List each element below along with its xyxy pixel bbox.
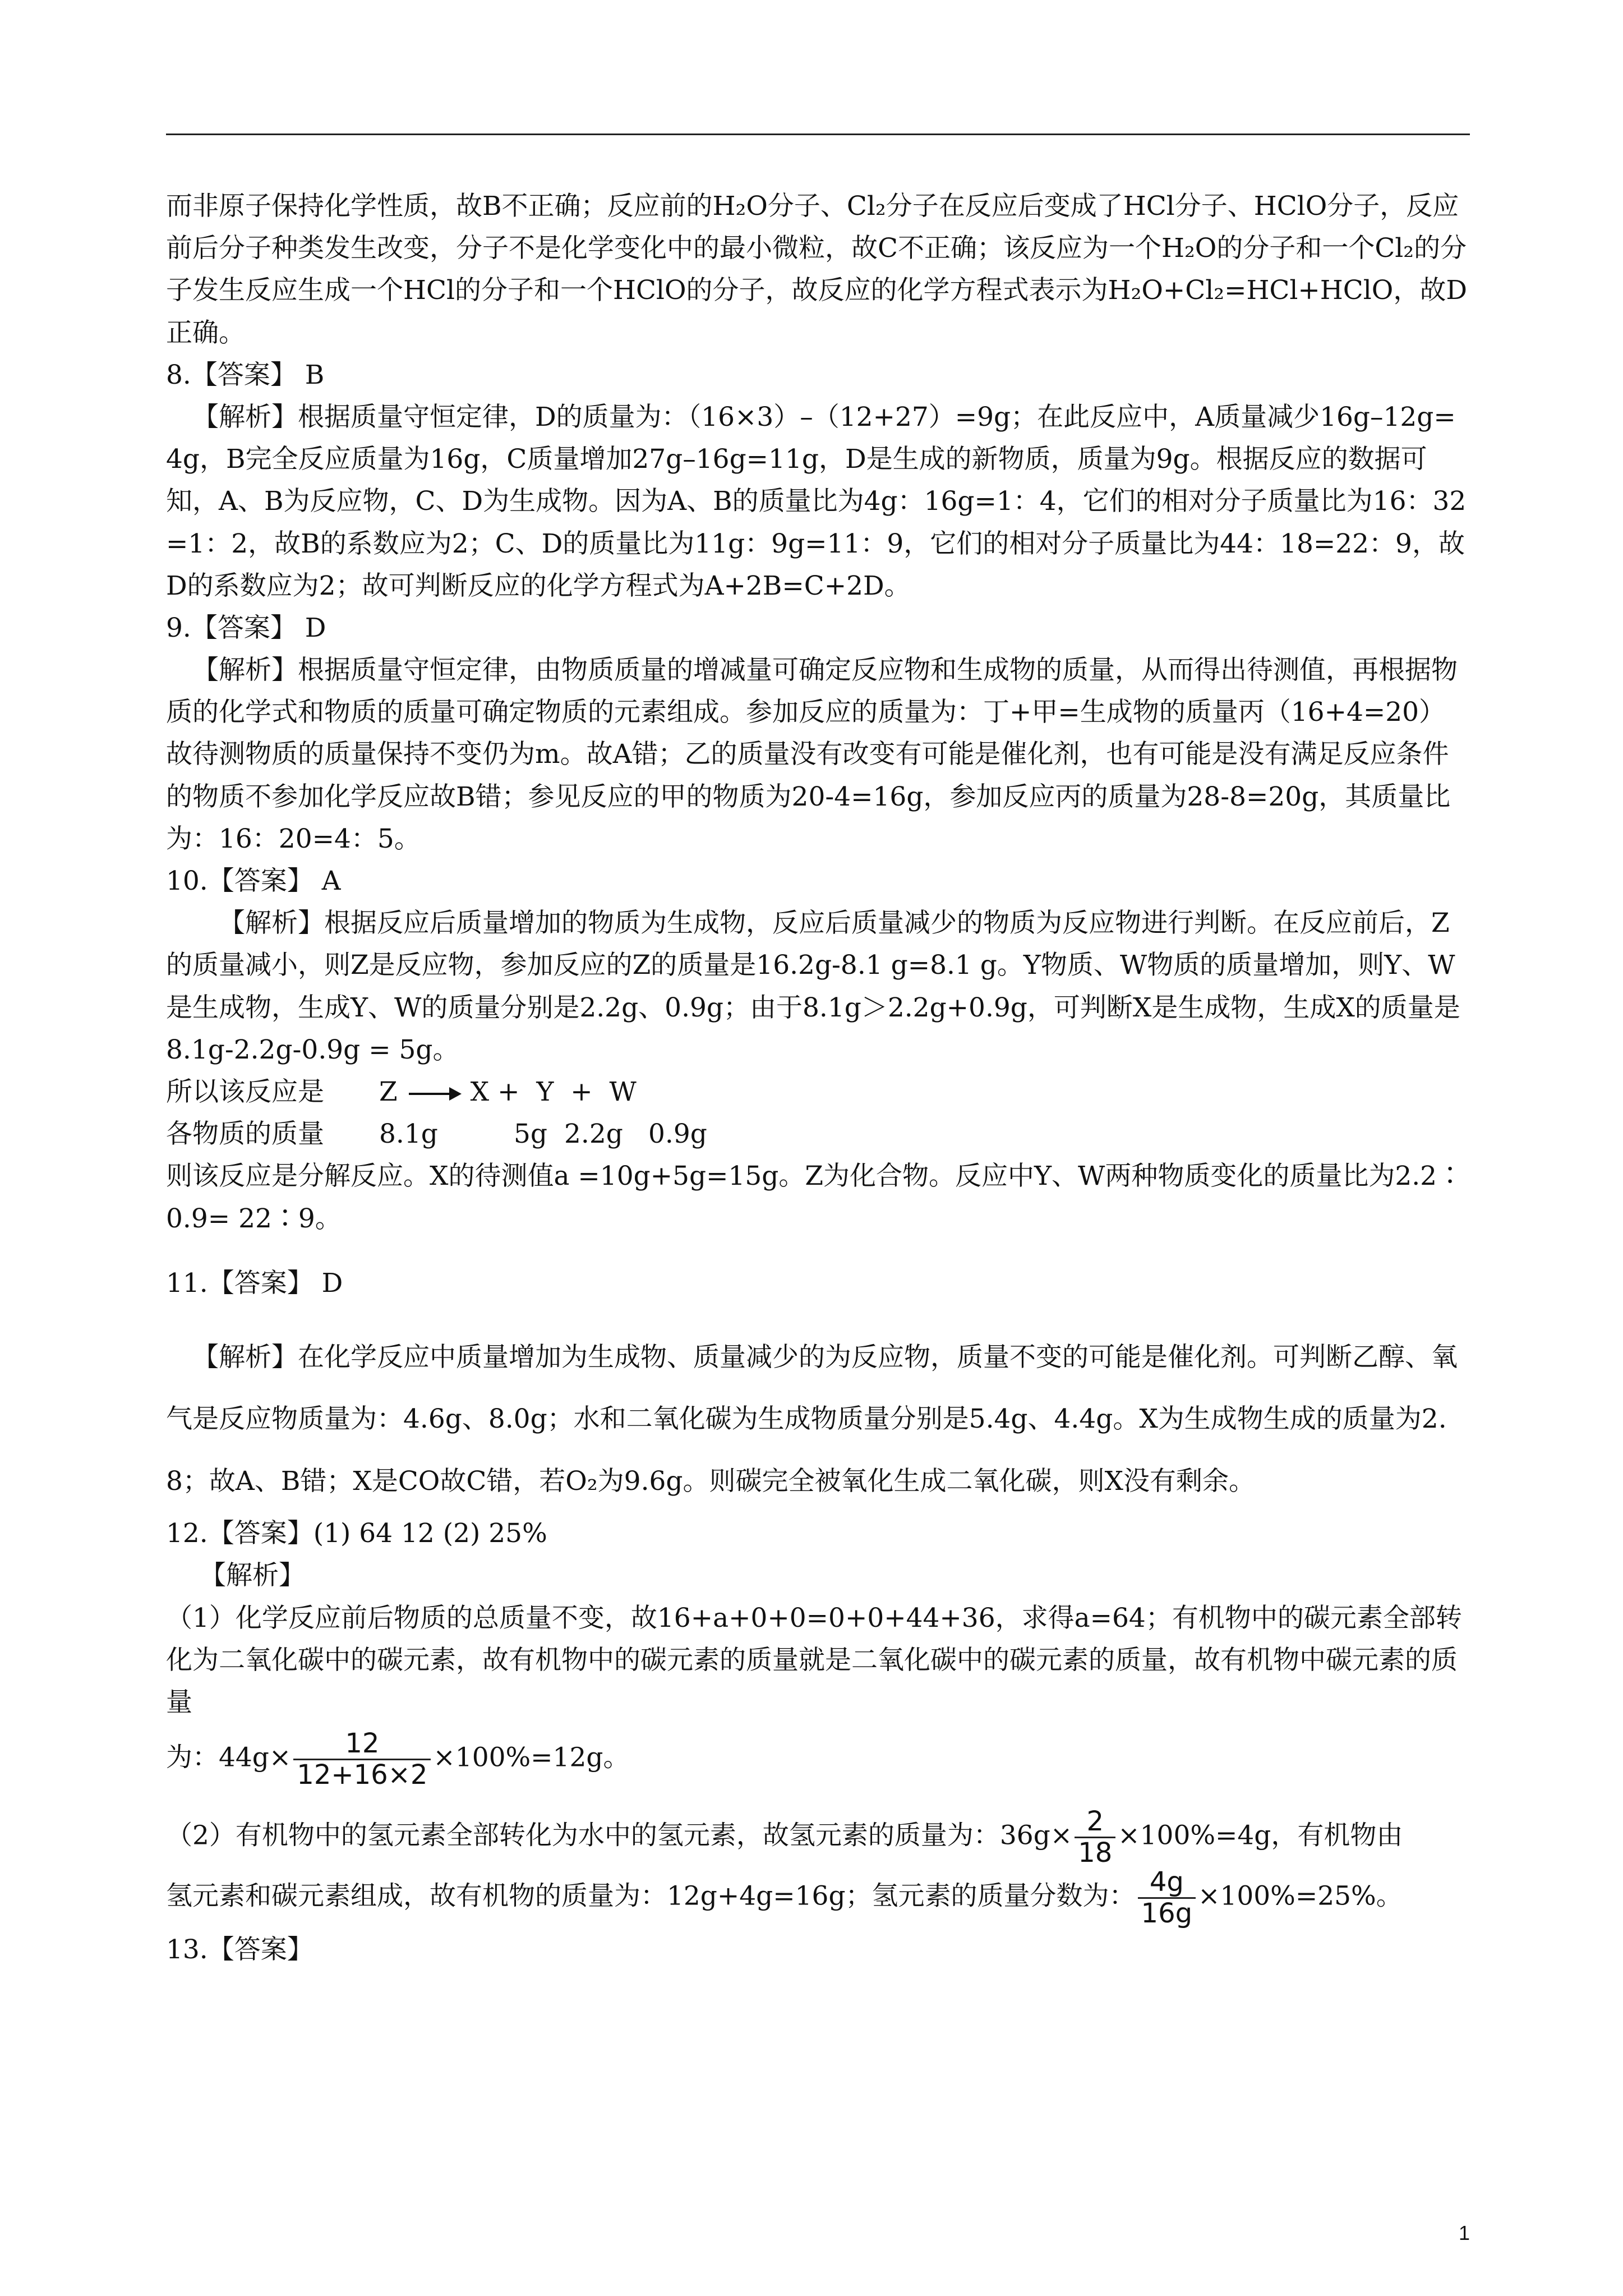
q10-mass-w: 0.9g [648, 1119, 707, 1150]
q10-answer: 10.【答案】 A [166, 866, 341, 896]
fraction-hydrogen [1075, 1807, 1115, 1868]
header-rule [166, 134, 1470, 135]
q12-part2-a: （2）有机物中的氢元素全部转化为水中的氢元素，故氢元素的质量为：36g× [166, 1820, 1073, 1851]
q9-answer: 9.【答案】 D [166, 612, 326, 643]
q13-answer: 13.【答案】 [166, 1934, 313, 1965]
fraction-denominator: 12+16×2 [293, 1759, 431, 1790]
fraction-mass-percent [1138, 1867, 1196, 1929]
fraction-numerator: 12 [345, 1728, 380, 1760]
q12-part1-prefix: 为：44g× [166, 1742, 292, 1773]
fraction-denominator: 16g [1138, 1897, 1196, 1929]
q10-reaction-line [166, 1071, 1470, 1113]
q12-part1-suffix: ×100%=12g。 [433, 1742, 630, 1773]
q12-part2-d: ×100%=25%。 [1198, 1880, 1403, 1912]
q10-reactant: Z [379, 1076, 398, 1107]
q11-answer: 11.【答案】 D [166, 1267, 343, 1299]
q12-part1-formula [166, 1729, 1470, 1790]
q10-mass-y: 2.2g [564, 1119, 623, 1150]
q10-mass-z: 8.1g [379, 1119, 438, 1150]
fraction-carbon [293, 1729, 431, 1790]
q9-analysis: 【解析】根据质量守恒定律，由物质质量的增减量可确定反应物和生成物的质量，从而得出待测值，再根据物质的化学式和物质的质量可确定物质的元素组成。参加反应的质量为：丁+甲=生成物的质量丙（16+4=20）故待测物质的质量保持不变仍为m。故A错；乙的质量没有改变有可能是催化剂，也有可能是没有满足反应条件的物质不参加化学反应故B错；参见反应的甲的物质为20-4=16g，参加反应丙的质量为28-8=20g，其质量比为：16：20=4：5。 [166, 655, 1458, 854]
document-body [166, 185, 1470, 1971]
q10-mass-label: 各物质的质量 [166, 1119, 324, 1150]
page-number: 1 [1458, 2221, 1470, 2244]
q10-mass-line [166, 1113, 1470, 1155]
q12-part2-c: 氢元素和碳元素组成，故有机物的质量为：12g+4g=16g；氢元素的质量分数为： [166, 1880, 1136, 1912]
q12-part2-b: ×100%=4g，有机物由 [1118, 1820, 1403, 1851]
q11-analysis: 【解析】在化学反应中质量增加为生成物、质量减少的为反应物，质量不变的可能是催化剂。可判断乙醇、氧气是反应物质量为：4.6g、8.0g；水和二氧化碳为生成物质量分别是5.4g、4.4g。X为生成物生成的质量为2.8；故A、B错；X是CO故C错，若O₂为9.6g。则碳完全被氧化生成二氧化碳，则X没有剩余。 [166, 1341, 1458, 1497]
q12-analysis-label: 【解析】 [200, 1560, 305, 1591]
q8-answer: 8.【答案】 B [166, 359, 325, 390]
q8-analysis: 【解析】根据质量守恒定律，D的质量为：（16×3）–（12+27）=9g；在此反应中，A质量减少16g–12g=4g，B完全反应质量为16g，C质量增加27g–16g=11g，D是生成的新物质，质量为9g。根据反应的数据可知，A、B为反应物，C、D为生成物。因为A、B的质量比为4g：16g=1：4，它们的相对分子质量比为16：32=1：2，故B的系数应为2；C、D的质量比为11g：9g=11：9，它们的相对分子质量比为44：18=22：9，故D的系数应为2；故可判断反应的化学方程式为A+2B=C+2D。 [166, 401, 1467, 601]
reaction-arrow-icon [409, 1093, 459, 1095]
fraction-denominator: 18 [1075, 1837, 1115, 1868]
fraction-numerator: 4g [1149, 1866, 1184, 1898]
q12-answer: 12.【答案】(1) 64 12 (2) 25% [166, 1518, 547, 1549]
q10-mass-x: 5g [514, 1119, 547, 1150]
q12-part1: （1）化学反应前后物质的总质量不变，故16+a+0+0=0+0+44+36，求得a=64；有机物中的碳元素全部转化为二氧化碳中的碳元素，故有机物中的碳元素的质量就是二氧化碳中的碳元素的质量，故有机物中碳元素的质量 [166, 1602, 1462, 1718]
q7-continued-text: 而非原子保持化学性质，故B不正确；反应前的H₂O分子、Cl₂分子在反应后变成了HCl分子、HClO分子，反应前后分子种类发生改变，分子不是化学变化中的最小微粒，故C不正确；该反应为一个H₂O的分子和一个Cl₂的分子发生反应生成一个HCl的分子和一个HClO的分子，故反应的化学方程式表示为H₂O+Cl₂=HCl+HClO，故D正确。 [166, 191, 1468, 348]
fraction-numerator: 2 [1086, 1805, 1104, 1837]
q12-part2-line1 [166, 1807, 1470, 1868]
q10-products: X + Y + W [470, 1076, 637, 1107]
q10-conclusion: 则该反应是分解反应。X的待测值a =10g+5g=15g。Z为化合物。反应中Y、W两种物质变化的质量比为2.2∶0.9= 22∶9。 [166, 1161, 1464, 1234]
q12-part2-line2 [166, 1867, 1470, 1929]
q10-analysis: 【解析】根据反应后质量增加的物质为生成物，反应后质量减少的物质为反应物进行判断。在反应前后，Z的质量减小，则Z是反应物，参加反应的Z的质量是16.2g-8.1 g=8.1 g。Y物质、W物质的质量增加，则Y、W是生成物，生成Y、W的质量分别是2.2g、0.9g；由于8.1g＞2.2g+0.9g，可判断X是生成物，生成X的质量是8.1g-2.2g-0.9g = 5g。 [166, 908, 1460, 1065]
q10-reaction-label: 所以该反应是 [166, 1076, 324, 1107]
